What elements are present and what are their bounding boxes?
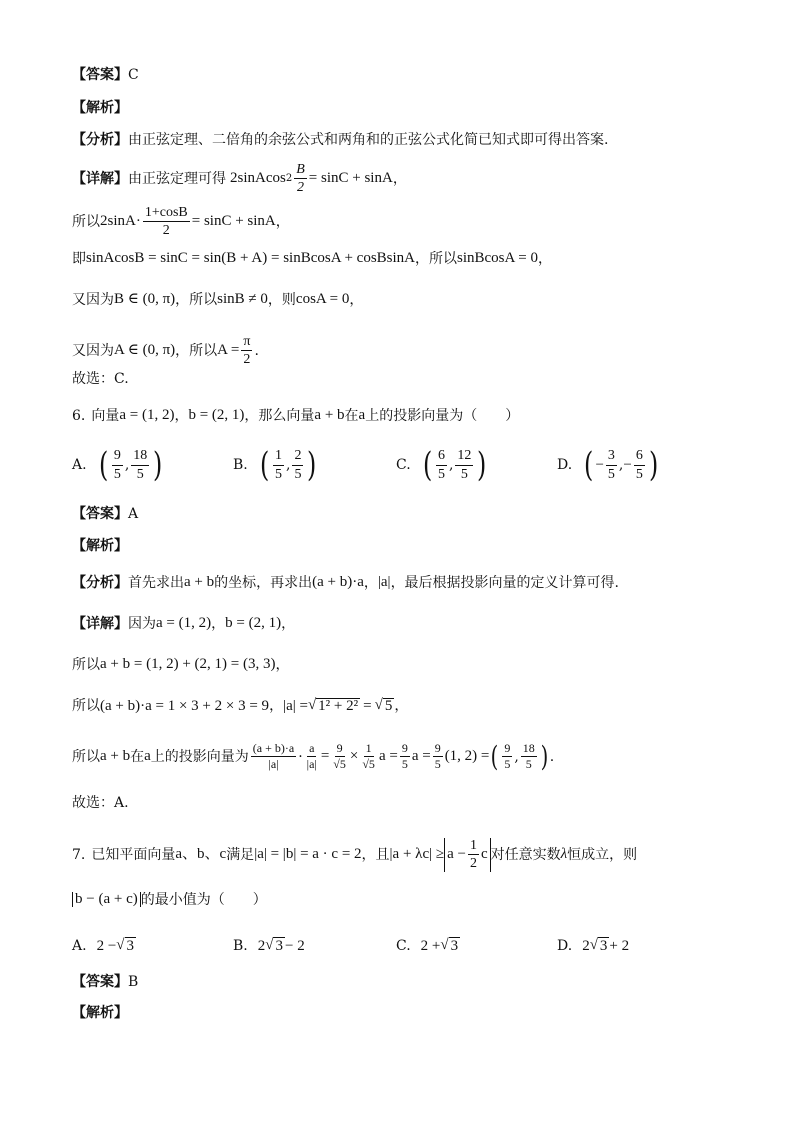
q7-answer-line	[72, 975, 138, 989]
math: a + b	[314, 407, 345, 423]
punct: ，	[363, 574, 378, 591]
q6-detail-line-4: 所以 a + b 在 a 上的投影向量为 $\frac{(a + b)\cdot a}{|a|}$ · $\frac{a}{|a|}$ = $\frac{9}{√5}$ × $\frac{1}{√5}$ a = $\frac{9}{5}$ a = $\frac{9}{5}$ (1, 2) = ( $\frac{9}{5}$ , $\frac{18}{5}$ ) .	[72, 739, 555, 773]
math: + 2	[609, 937, 630, 954]
detail-text: 即	[72, 250, 86, 267]
option-b[interactable]	[233, 937, 305, 955]
option-label: B.	[233, 457, 248, 473]
math: 2 +	[420, 937, 441, 954]
math: a	[358, 407, 366, 423]
math: b = (2, 1)	[188, 407, 245, 423]
fraction: $\frac{6}{5}$	[635, 448, 643, 482]
math: 2sinA·	[100, 213, 141, 230]
detail-text: ，所以	[175, 342, 218, 359]
math: a + b	[100, 748, 131, 765]
punct: ，	[269, 698, 284, 714]
math: (a + b)·a = 1 × 3 + 2 × 3 = 9	[100, 697, 270, 714]
detail-text: 因为	[128, 615, 156, 632]
punct: ，	[537, 250, 552, 267]
detail-text: 又因为	[72, 291, 114, 308]
stem-text: ，且	[361, 846, 390, 863]
punct: ，	[275, 656, 290, 673]
q7-jiexi-tag: 【解析】	[72, 1005, 128, 1021]
math: A ∈ (0, π)	[114, 342, 176, 359]
math: 2sinAcos	[230, 170, 286, 187]
fraction: $\frac{18}{5}$	[133, 448, 148, 482]
q5-detail-line-2	[72, 205, 290, 239]
fenxi-tag: 【分析】	[72, 574, 128, 591]
math: |a + λc| ≥	[389, 846, 445, 863]
q6-stem	[72, 408, 519, 423]
stem-text: 向量	[91, 407, 120, 424]
fraction: $\frac{9}{5}$	[434, 741, 441, 772]
answer-value: A	[128, 506, 139, 522]
option-a[interactable]: A. ( $\frac{9}{5}$ , $\frac{18}{5}$ )	[72, 445, 163, 485]
punct: ，	[211, 615, 226, 632]
fraction: $\frac{1}{√5}$	[362, 741, 375, 772]
option-label: C.	[396, 457, 411, 473]
stem-text: 满足	[226, 846, 255, 863]
option-label: B.	[233, 938, 248, 954]
math: − 2	[284, 937, 305, 954]
fraction: $\frac{(a + b)\cdot a}{|a|}$	[252, 741, 295, 772]
math: (a + b)·a	[312, 574, 364, 590]
detail-text: 又因为	[72, 342, 114, 359]
punct: ，	[394, 698, 409, 714]
fraction: $\frac{1+\cos B}{2}$	[144, 205, 188, 239]
q5-fenxi-line	[72, 133, 608, 147]
fenxi-tag: 【分析】	[72, 132, 128, 148]
q6-detail-line-1	[72, 616, 295, 631]
math: a + b	[184, 574, 215, 590]
math: B ∈ (0, π)	[114, 291, 176, 307]
math: ×	[349, 748, 359, 765]
detail-text: ，所以	[415, 250, 457, 267]
sqrt: √ 3	[440, 937, 459, 954]
detail-text: 所以	[72, 656, 100, 673]
math: a =	[378, 748, 398, 765]
q6-fenxi-line	[72, 575, 619, 590]
fraction: $\frac{2}{5}$	[294, 448, 302, 482]
math: 2	[582, 937, 590, 954]
option-d[interactable]: D. ( − $\frac{3}{5}$ , − $\frac{6}{5}$ )	[557, 445, 659, 485]
question-number: 7.	[72, 846, 86, 863]
q6-guxuan: 故选：A.	[72, 795, 129, 811]
math: b − (a + c)	[72, 892, 141, 907]
detail-text: ，所以	[175, 291, 218, 308]
q6-jiexi-tag: 【解析】	[72, 538, 128, 554]
option-label: A.	[72, 938, 87, 954]
fraction: $\frac{9}{√5}$	[333, 741, 346, 772]
option-label: D.	[557, 457, 573, 473]
punct: .	[549, 748, 555, 765]
q5-detail-line-4	[72, 292, 363, 307]
sqrt: √ 3	[116, 937, 135, 954]
q6-detail-line-2	[72, 657, 289, 672]
fraction: $\frac{9}{5}$	[401, 741, 408, 772]
option-label: D.	[557, 938, 573, 954]
math: = sinC + sinA	[191, 213, 276, 230]
math: sinBcosA = 0	[457, 250, 538, 266]
answer-tag: 【答案】	[72, 67, 128, 83]
math: a	[144, 748, 151, 765]
answer-tag: 【答案】	[72, 974, 128, 990]
abs-expression: a − $\frac{1}{2}$ c	[444, 838, 491, 872]
option-label: A.	[72, 457, 87, 473]
question-number: 6.	[72, 407, 86, 424]
fraction: $\frac{9}{5}$	[113, 448, 121, 482]
answer-value: B	[128, 974, 139, 990]
detail-text: 所以	[72, 748, 100, 765]
punct: ，	[174, 407, 189, 424]
detail-text: 由正弦定理可得	[128, 170, 226, 187]
detail-text: 上的投影向量为	[150, 748, 249, 765]
detail-text: 在	[130, 748, 145, 765]
fraction: $\frac{a}{|a|}$	[306, 741, 317, 772]
q5-detail-line-1: 【详解】 由正弦定理可得 2sinAcos 2 $\frac{B}{2}$ = sinC + sinA ，	[72, 162, 407, 196]
math: A =	[217, 342, 240, 359]
q6-detail-line-3	[72, 698, 408, 714]
minus-sign: −	[623, 456, 632, 473]
fraction: $\frac{\pi}{2}$	[243, 334, 251, 368]
math: 2	[257, 937, 266, 954]
stem-text: 恒成立，则	[567, 846, 638, 863]
math: a、b、c	[175, 846, 227, 863]
option-label: C.	[396, 938, 411, 954]
fraction: $\frac{18}{5}$	[522, 741, 535, 772]
math: a + b = (1, 2) + (2, 1) = (3, 3)	[100, 656, 276, 672]
xiangjie-tag: 【详解】	[72, 615, 128, 632]
stem-text: 对任意实数	[490, 846, 561, 863]
answer-value: C	[128, 67, 139, 83]
fenxi-text: 由正弦定理、二倍角的余弦公式和两角和的正弦公式化简已知式即可得出答案.	[128, 132, 609, 148]
fenxi-text: 的坐标，再求出	[214, 574, 313, 591]
sqrt: √ 3	[589, 937, 608, 954]
detail-text: ，则	[267, 291, 296, 308]
math: b = (2, 1)	[225, 615, 282, 631]
punct: ，	[281, 615, 296, 632]
sqrt: √ 3	[265, 937, 283, 954]
q6-answer-line	[72, 507, 138, 521]
xiangjie-tag: 【详解】	[72, 170, 128, 187]
fenxi-text: 首先求出	[128, 574, 184, 591]
detail-text: 所以	[72, 698, 100, 714]
math: |a| =	[283, 697, 308, 714]
fraction: $\frac{1}{2}$	[469, 838, 477, 872]
punct: ，	[275, 213, 290, 230]
math: =	[363, 697, 372, 714]
option-d[interactable]	[557, 937, 629, 955]
sqrt: √ 5	[374, 697, 393, 714]
sqrt: √ 1² + 2²	[307, 697, 359, 714]
option-c[interactable]	[396, 937, 460, 955]
fraction: $\frac{3}{5}$	[607, 448, 615, 482]
math: a = (1, 2)	[119, 407, 175, 423]
stem-text: 上的投影向量为（ ）	[365, 407, 520, 424]
answer-tag: 【答案】	[72, 506, 128, 522]
math: =	[320, 748, 330, 765]
math: 2 −	[96, 937, 117, 954]
punct: ，	[349, 291, 364, 308]
fraction: $\frac{B}{2}$	[296, 162, 305, 196]
stem-text: 的最小值为（ ）	[140, 891, 267, 908]
math: a =	[411, 748, 431, 765]
punct: .	[254, 342, 259, 359]
math: (1, 2) =	[444, 748, 490, 765]
q7-stem-line-2	[72, 892, 267, 907]
q5-detail-line-3	[72, 251, 552, 266]
math: λ	[560, 846, 568, 863]
q7-stem-line-1	[72, 838, 637, 872]
q5-answer-line	[72, 68, 139, 82]
math: |a|	[377, 574, 391, 590]
math: |a| = |b| = a · c = 2	[254, 846, 362, 863]
minus-sign: −	[595, 456, 604, 473]
option-a[interactable]	[72, 937, 136, 955]
math: sinAcosB = sinC = sin(B + A) = sinBcosA + cosBsinA	[86, 250, 415, 266]
fraction: $\frac{1}{5}$	[275, 448, 283, 482]
stem-text: 已知平面向量	[91, 846, 176, 863]
stem-text: ，那么向量	[244, 407, 315, 424]
option-b[interactable]: B. ( $\frac{1}{5}$ , $\frac{2}{5}$ )	[233, 445, 317, 485]
q5-guxuan: 故选：C.	[72, 371, 129, 387]
math: = sinC + sinA	[308, 170, 393, 187]
stem-text: 在	[344, 407, 359, 424]
q5-jiexi-tag: 【解析】	[72, 100, 128, 116]
fraction: $\frac{6}{5}$	[437, 448, 445, 482]
math: sinB ≠ 0	[217, 291, 268, 307]
detail-text: 所以	[72, 213, 100, 230]
math: a = (1, 2)	[156, 615, 212, 631]
option-c[interactable]: C. ( $\frac{6}{5}$ , $\frac{12}{5}$ )	[396, 445, 487, 485]
fraction: $\frac{9}{5}$	[504, 741, 511, 772]
punct: ，	[392, 170, 407, 187]
fenxi-text: ，最后根据投影向量的定义计算可得.	[390, 574, 620, 591]
fraction: $\frac{12}{5}$	[457, 448, 472, 482]
math: cosA = 0	[295, 291, 350, 307]
q5-detail-line-5	[72, 334, 259, 368]
